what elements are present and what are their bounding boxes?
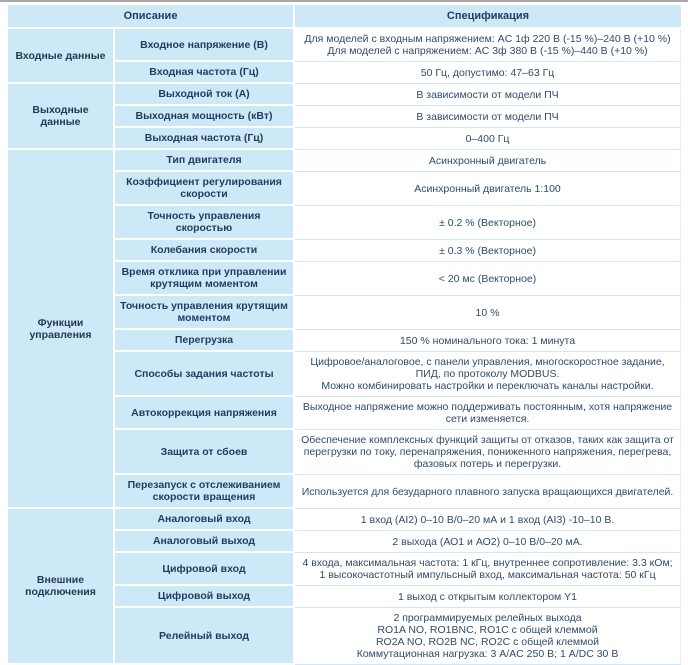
value-line: Коммутационная нагрузка: 3 А/AC 250 В; 1 А/DC 30 В [356,648,619,660]
param-cell: Время отклика при управлении крутящим моментом [115,262,295,296]
value-cell: В зависимости от модели ПЧ [295,106,681,128]
param-cell: Цифровой вход [115,553,295,586]
spec-row [8,509,681,531]
category-external-connections: Внешние подключения [8,509,115,665]
param-cell: Аналоговый вход [115,509,295,531]
value-cell [295,352,681,397]
spec-row [8,29,681,62]
value-line: Для моделей с напряжением: AC 3ф 380 В (-15 %)–440 В (+10 %) [327,45,648,57]
value-line: Выходное напряжение можно поддерживать постоянным, хотя напряжение [302,401,673,413]
value-cell: 2 выхода (АО1 и АО2) 0–10 В/0–20 мА. [295,531,681,553]
param-cell: Колебания скорости [115,240,295,262]
param-cell: Коэффициент регулирования скорости [115,172,295,206]
value-line: Обеспечение комплексных функций защиты от отказов, таких как защита от [301,434,674,446]
param-cell: Входная частота (Гц) [115,62,295,84]
param-cell: Автокоррекция напряжения [115,397,295,430]
value-cell [295,29,681,62]
value-cell: 1 выход с открытым коллектором Y1 [295,586,681,608]
value-cell: В зависимости от модели ПЧ [295,84,681,106]
value-line: 4 входа, максимальная частота: 1 кГц, внутреннее сопротивление: 3.3 кОм; [302,557,673,569]
value-cell: 0–400 Гц [295,128,681,150]
spec-table [8,5,681,665]
param-cell: Способы задания частоты [115,352,295,397]
value-cell: Используется для безударного плавного запуска вращающихся двигателей. [295,475,681,509]
value-line: 2 программируемых релейных выхода [393,612,582,624]
value-cell: 1 вход (AI2) 0–10 В/0–20 мА и 1 вход (AI3) -10–10 В. [295,509,681,531]
value-cell [295,608,681,665]
value-cell [295,397,681,430]
category-input-data: Входные данные [8,29,115,84]
value-line: 1 высокочастотный импульсный вход, максимальная частота: 50 кГц [319,569,656,581]
value-line: Цифровое/аналоговое, с панели управления, многоскоростное задание, [310,356,665,368]
header-row [8,5,681,29]
param-cell: Точность управления скоростью [115,206,295,240]
value-line: фазовых потерь и перегрузки. [413,458,562,470]
param-cell: Входное напряжение (В) [115,29,295,62]
category-control-functions: Функции управления [8,150,115,509]
param-cell: Защита от сбоев [115,430,295,475]
header-description: Описание [8,5,295,29]
spec-row [8,150,681,172]
value-line: перегрузки по току, перенапряжения, пониженного напряжения, перегрева, [303,446,672,458]
param-cell: Аналоговый выход [115,531,295,553]
value-cell: ± 0.2 % (Векторное) [295,206,681,240]
param-cell: Релейный выход [115,608,295,665]
value-cell: 50 Гц, допустимо: 47–63 Гц [295,62,681,84]
value-line: Можно комбинировать настройки и переключать каналы настройки. [321,380,654,392]
value-line: Для моделей с входным напряжением: AC 1ф 220 В (-15 %)–240 В (+10 %) [304,33,671,45]
value-cell: Асинхронный двигатель 1:100 [295,172,681,206]
param-cell: Точность управления крутящим моментом [115,296,295,330]
param-cell: Выходной ток (А) [115,84,295,106]
value-cell: 150 % номинального тока: 1 минута [295,330,681,352]
value-line: RO1A NO, RO1BNC, RO1C с общей клеммой [377,624,598,636]
value-line: ПИД, по протоколу MODBUS. [415,368,560,380]
param-cell: Перегрузка [115,330,295,352]
category-output-data: Выходные данные [8,84,115,150]
value-line: сети изменяется. [445,413,530,425]
value-line: RO2A NO, RO2B NC, RO2C с общей клеммой [375,636,600,648]
spec-row [8,84,681,106]
top-divider [0,0,688,2]
param-cell: Перезапуск с отслеживанием скорости вращения [115,475,295,509]
value-cell [295,430,681,475]
value-cell [295,553,681,586]
value-cell: 10 % [295,296,681,330]
value-cell: Асинхронный двигатель [295,150,681,172]
value-cell: ± 0.3 % (Векторное) [295,240,681,262]
param-cell: Выходная частота (Гц) [115,128,295,150]
param-cell: Тип двигателя [115,150,295,172]
value-cell: < 20 мс (Векторное) [295,262,681,296]
header-specification: Спецификация [295,5,681,29]
param-cell: Цифровой выход [115,586,295,608]
param-cell: Выходная мощность (кВт) [115,106,295,128]
